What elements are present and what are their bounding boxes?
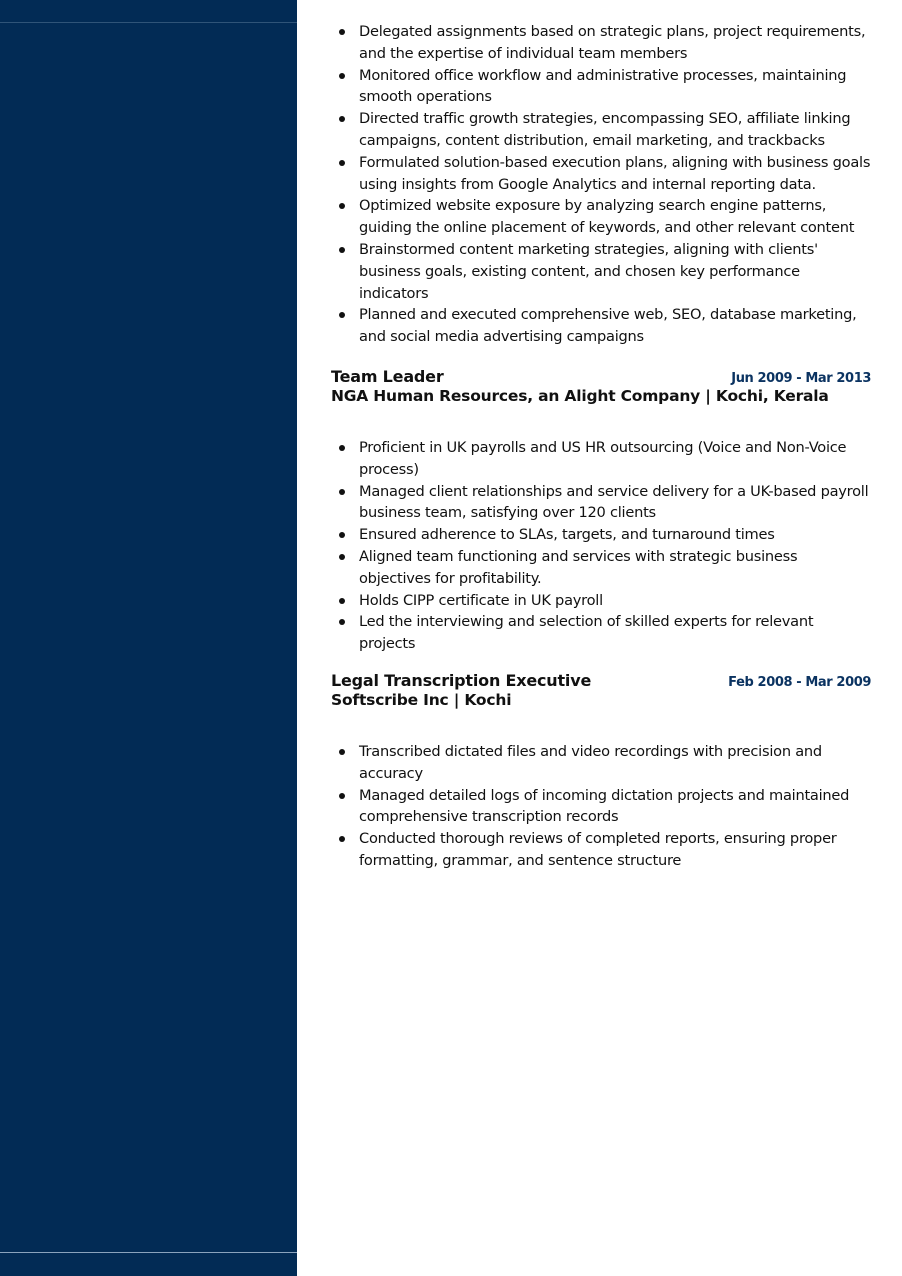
bullet: Monitored office workflow and administrative processes, maintaining smooth operations bbox=[359, 65, 871, 109]
bullet: Holds CIPP certificate in UK payroll bbox=[359, 590, 871, 612]
job-company: Softscribe Inc | Kochi bbox=[331, 690, 512, 709]
job-bullets bbox=[331, 741, 871, 872]
bullet: Led the interviewing and selection of skilled experts for relevant projects bbox=[359, 611, 871, 655]
bullet: Brainstormed content marketing strategies, aligning with clients' business goals, existing content, and chosen key performance indicators bbox=[359, 239, 871, 304]
job-header bbox=[331, 671, 871, 690]
bullet: Conducted thorough reviews of completed reports, ensuring proper formatting, grammar, and sentence structure bbox=[359, 828, 871, 872]
job-title: Team Leader bbox=[331, 366, 444, 386]
job-title: Legal Transcription Executive bbox=[331, 670, 592, 690]
bullet: Planned and executed comprehensive web, SEO, database marketing, and social media advertising campaigns bbox=[359, 304, 871, 348]
job-entry bbox=[331, 367, 871, 655]
bullet: Delegated assignments based on strategic plans, project requirements, and the expertise of individual team members bbox=[359, 21, 871, 65]
previous-job-bullets bbox=[331, 21, 871, 348]
bullet: Proficient in UK payrolls and US HR outsourcing (Voice and Non-Voice process) bbox=[359, 437, 871, 481]
job-bullets bbox=[331, 437, 871, 655]
bullet: Directed traffic growth strategies, encompassing SEO, affiliate linking campaigns, content distribution, email marketing, and trackbacks bbox=[359, 108, 871, 152]
job-header bbox=[331, 367, 871, 386]
sidebar bbox=[0, 0, 297, 1276]
sidebar-divider-bottom bbox=[0, 1252, 297, 1253]
bullet: Formulated solution-based execution plans, aligning with business goals using insights from Google Analytics and internal reporting data. bbox=[359, 152, 871, 196]
job-company: NGA Human Resources, an Alight Company | Kochi, Kerala bbox=[331, 386, 829, 405]
bullet: Optimized website exposure by analyzing search engine patterns, guiding the online placement of keywords, and other relevant content bbox=[359, 195, 871, 239]
bullet: Ensured adherence to SLAs, targets, and turnaround times bbox=[359, 524, 871, 546]
bullet: Aligned team functioning and services with strategic business objectives for profitability. bbox=[359, 546, 871, 590]
bullet: Managed client relationships and service delivery for a UK-based payroll business team, satisfying over 120 clients bbox=[359, 481, 871, 525]
bullet: Transcribed dictated files and video recordings with precision and accuracy bbox=[359, 741, 871, 785]
job-dates: Feb 2008 - Mar 2009 bbox=[728, 674, 871, 690]
sidebar-divider-top bbox=[0, 22, 297, 23]
bullet: Managed detailed logs of incoming dictation projects and maintained comprehensive transcription records bbox=[359, 785, 871, 829]
job-dates: Jun 2009 - Mar 2013 bbox=[731, 370, 871, 386]
job-entry bbox=[331, 671, 871, 872]
experience-section bbox=[331, 21, 871, 872]
